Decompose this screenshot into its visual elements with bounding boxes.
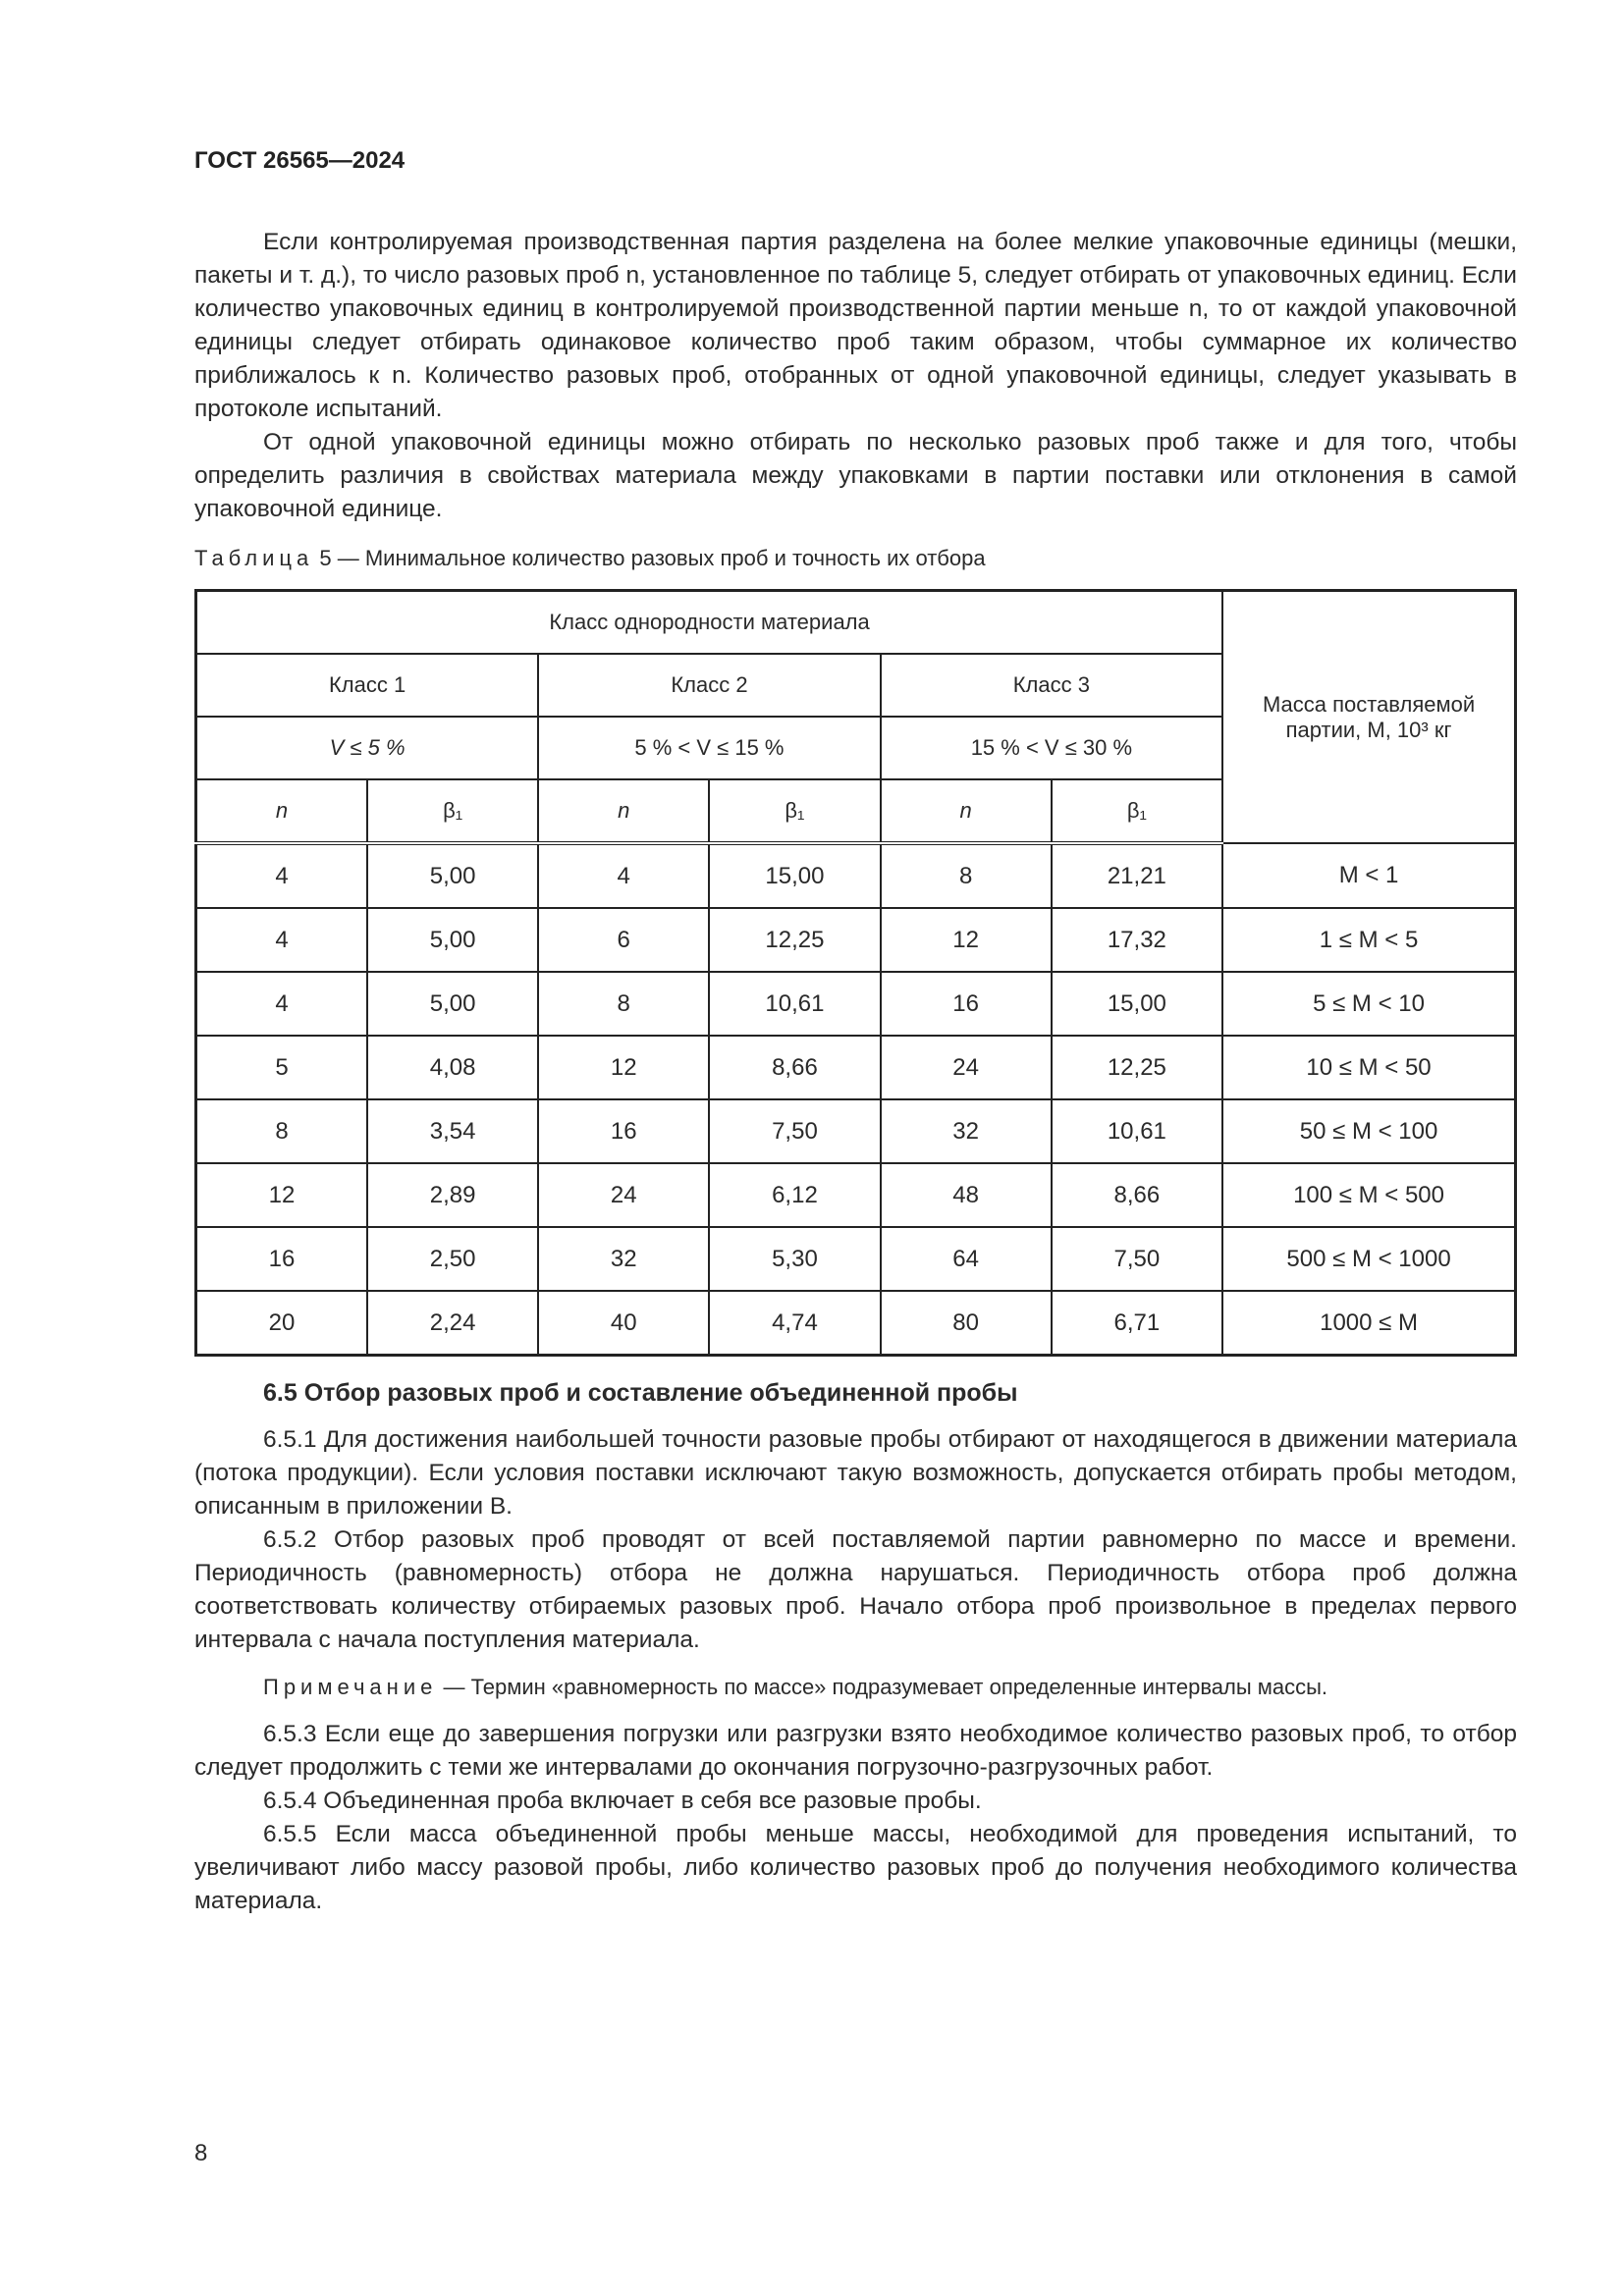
mass-cell: 50 ≤ M < 100 — [1222, 1099, 1515, 1163]
paragraph-6-5-4: 6.5.4 Объединенная проба включает в себя все разовые пробы. — [263, 1788, 982, 1814]
mass-cell: 500 ≤ M < 1000 — [1222, 1227, 1515, 1291]
n-cell: 12 — [881, 908, 1052, 972]
table-row — [196, 1099, 1516, 1163]
beta-cell: 10,61 — [709, 972, 880, 1036]
n-cell: 8 — [196, 1099, 367, 1163]
n-cell: 80 — [881, 1291, 1052, 1356]
beta-cell: 10,61 — [1052, 1099, 1222, 1163]
page-number: 8 — [194, 2140, 208, 2166]
col-beta: β₁ — [367, 779, 538, 843]
mass-cell: 1000 ≤ M — [1222, 1291, 1515, 1356]
beta-cell: 8,66 — [709, 1036, 880, 1099]
n-cell: 32 — [881, 1099, 1052, 1163]
n-cell: 8 — [538, 972, 709, 1036]
paragraph-6-5-1: 6.5.1 Для достижения наибольшей точности разовые пробы отбирают от находящегося в движении материала (потока продукции). Если условия поставки исключают такую возможность, допускается отбирать пробы методом, описанным в приложении В. — [194, 1426, 1517, 1520]
beta-cell: 6,12 — [709, 1163, 880, 1227]
section-title: 6.5 Отбор разовых проб и составление объединенной пробы — [263, 1379, 1018, 1407]
table-row — [196, 972, 1516, 1036]
table-row — [196, 1036, 1516, 1099]
beta-cell: 5,00 — [367, 843, 538, 908]
n-cell: 48 — [881, 1163, 1052, 1227]
class-header: Класс 2 — [538, 654, 880, 717]
table-row — [196, 1227, 1516, 1291]
n-cell: 64 — [881, 1227, 1052, 1291]
range-header: V ≤ 5 % — [196, 717, 539, 779]
col-n: n — [538, 779, 709, 843]
n-cell: 16 — [881, 972, 1052, 1036]
note — [194, 1671, 1517, 1704]
beta-cell: 7,50 — [709, 1099, 880, 1163]
beta-cell: 4,74 — [709, 1291, 880, 1356]
paragraph-6-5-3: 6.5.3 Если еще до завершения погрузки или разгрузки взято необходимое количество разовых проб, то отбор следует продолжить с теми же интервалами до окончания погрузочно-разгрузочных работ. — [194, 1721, 1517, 1781]
class-header: Класс 3 — [881, 654, 1222, 717]
caption-text: 5 — Минимальное количество разовых проб и точность их отбора — [313, 546, 986, 570]
document-id: ГОСТ 26565—2024 — [194, 147, 406, 174]
table-row — [196, 908, 1516, 972]
beta-cell: 5,30 — [709, 1227, 880, 1291]
mass-cell: 10 ≤ M < 50 — [1222, 1036, 1515, 1099]
n-cell: 16 — [538, 1099, 709, 1163]
mass-header: Масса поставляемой партии, M, 10³ кг — [1222, 591, 1515, 844]
beta-cell: 5,00 — [367, 908, 538, 972]
range-header: 15 % < V ≤ 30 % — [881, 717, 1222, 779]
col-n: n — [196, 779, 367, 843]
beta-cell: 2,24 — [367, 1291, 538, 1356]
beta-cell: 15,00 — [709, 843, 880, 908]
mass-cell: 5 ≤ M < 10 — [1222, 972, 1515, 1036]
n-cell: 20 — [196, 1291, 367, 1356]
n-cell: 4 — [538, 843, 709, 908]
beta-cell: 12,25 — [709, 908, 880, 972]
n-cell: 24 — [881, 1036, 1052, 1099]
beta-cell: 17,32 — [1052, 908, 1222, 972]
table-row — [196, 843, 1516, 908]
intro-paragraph-1: Если контролируемая производственная партия разделена на более мелкие упаковочные единицы (мешки, пакеты и т. д.), то число разовых проб n, установленное по таблице 5, следует отбирать от упаковочных единиц. Если количество упаковочных единиц в контролируемой производственной партии меньше n, то от каждой упаковочной единицы следует отбирать одинаковое количество проб таким образом, чтобы суммарное их количество приближалось к n. Количество разовых проб, отобранных от одной упаковочной единицы, следует указывать в протоколе испытаний. — [194, 229, 1517, 422]
n-cell: 12 — [196, 1163, 367, 1227]
n-cell: 16 — [196, 1227, 367, 1291]
n-cell: 24 — [538, 1163, 709, 1227]
n-cell: 32 — [538, 1227, 709, 1291]
intro-paragraph-2: От одной упаковочной единицы можно отбирать по несколько разовых проб также и для того, чтобы определить различия в свойствах материала между упаковками в партии поставки или отклонения в самой упаковочной единице. — [194, 429, 1517, 522]
col-n: n — [881, 779, 1052, 843]
paragraph-6-5-5: 6.5.5 Если масса объединенной пробы меньше массы, необходимой для проведения испытаний, то увеличивают либо массу разовой пробы, либо количество разовых проб до получения необходимого количества материала. — [194, 1821, 1517, 1914]
sampling-table — [194, 589, 1517, 1357]
beta-cell: 7,50 — [1052, 1227, 1222, 1291]
mass-cell: 100 ≤ M < 500 — [1222, 1163, 1515, 1227]
beta-cell: 5,00 — [367, 972, 538, 1036]
note-text: — Термин «равномерность по массе» подразумевает определенные интервалы массы. — [437, 1675, 1328, 1699]
caption-label: Таблица — [194, 546, 314, 570]
n-cell: 4 — [196, 843, 367, 908]
beta-cell: 21,21 — [1052, 843, 1222, 908]
intro-text — [194, 226, 1517, 526]
table-caption — [194, 546, 986, 571]
table-row — [196, 1291, 1516, 1356]
n-cell: 40 — [538, 1291, 709, 1356]
beta-cell: 4,08 — [367, 1036, 538, 1099]
class-header: Класс 1 — [196, 654, 539, 717]
note-label: Примечание — [263, 1675, 438, 1699]
beta-cell: 6,71 — [1052, 1291, 1222, 1356]
mass-cell: 1 ≤ M < 5 — [1222, 908, 1515, 972]
beta-cell: 12,25 — [1052, 1036, 1222, 1099]
range-header: 5 % < V ≤ 15 % — [538, 717, 880, 779]
beta-cell: 2,50 — [367, 1227, 538, 1291]
table-row — [196, 1163, 1516, 1227]
mass-cell: M < 1 — [1222, 843, 1515, 908]
n-cell: 5 — [196, 1036, 367, 1099]
beta-cell: 15,00 — [1052, 972, 1222, 1036]
n-cell: 12 — [538, 1036, 709, 1099]
beta-cell: 8,66 — [1052, 1163, 1222, 1227]
col-beta: β₁ — [709, 779, 880, 843]
paragraph-6-5-2: 6.5.2 Отбор разовых проб проводят от всей поставляемой партии равномерно по массе и времени. Периодичность (равномерность) отбора не должна нарушаться. Периодичность отбора проб должна соответствовать количеству отбираемых разовых проб. Начало отбора проб произвольное в пределах первого интервала с начала поступления материала. — [194, 1526, 1517, 1653]
n-cell: 4 — [196, 908, 367, 972]
section-text — [194, 1423, 1517, 1918]
n-cell: 6 — [538, 908, 709, 972]
n-cell: 4 — [196, 972, 367, 1036]
group-header: Класс однородности материала — [196, 591, 1223, 655]
col-beta: β₁ — [1052, 779, 1222, 843]
n-cell: 8 — [881, 843, 1052, 908]
beta-cell: 2,89 — [367, 1163, 538, 1227]
beta-cell: 3,54 — [367, 1099, 538, 1163]
